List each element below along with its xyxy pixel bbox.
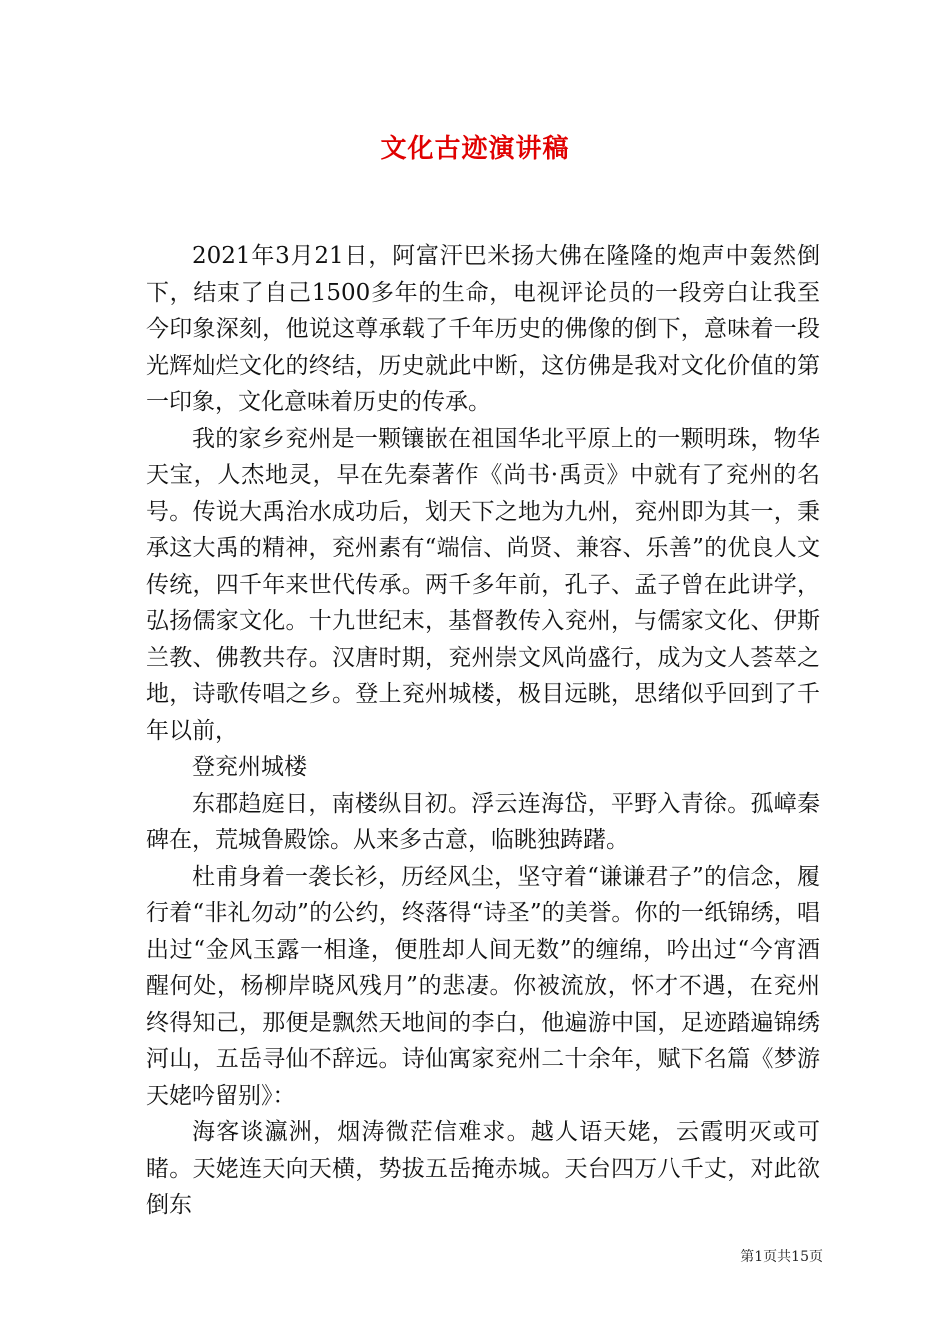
- page-title: 文化古迹演讲稿: [380, 134, 570, 164]
- poem-excerpt: 海客谈瀛洲，烟涛微茫信难求。越人语天姥，云霞明灭或可睹。天姥连天向天横，势拔五岳掩赤城。天台四万八千丈，对此欲倒东: [146, 1119, 820, 1218]
- document-body: [146, 238, 820, 1224]
- page-number: 第1页共15页: [740, 1249, 823, 1265]
- paragraph-intro: 2021年3月21日，阿富汗巴米扬大佛在隆隆的炮声中轰然倒下，结束了自己1500多年的生命，电视评论员的一段旁白让我至今印象深刻，他说这尊承载了千年历史的佛像的倒下，意味着一段光辉灿烂文化的终结，历史就此中断，这仿佛是我对文化价值的第一印象，文化意味着历史的传承。: [146, 243, 820, 415]
- paragraph-hometown: 我的家乡兖州是一颗镶嵌在祖国华北平原上的一颗明珠，物华天宝，人杰地灵，早在先秦著作《尚书·禹贡》中就有了兖州的名号。传说大禹治水成功后，划天下之地为九州，兖州即为其一，秉承这大禹的精神，兖州素有“端信、尚贤、兼容、乐善”的优良人文传统，四千年来世代传承。两千多年前，孔子、孟子曾在此讲学，弘扬儒家文化。十九世纪末，基督教传入兖州，与儒家文化、伊斯兰教、佛教共存。汉唐时期，兖州崇文风尚盛行，成为文人荟萃之地，诗歌传唱之乡。登上兖州城楼，极目远眺，思绪似乎回到了千年以前，: [146, 425, 820, 744]
- poem-body: 东郡趋庭日，南楼纵目初。浮云连海岱，平野入青徐。孤嶂秦碑在，荒城鲁殿馀。从来多古意，临眺独踌躇。: [146, 790, 820, 853]
- poem-title: 登兖州城楼: [192, 754, 307, 780]
- paragraph-du-fu: 杜甫身着一袭长衫，历经风尘，坚守着“谦谦君子”的信念，履行着“非礼勿动”的公约，终落得“诗圣”的美誉。你的一纸锦绣，唱出过“金风玉露一相逢，便胜却人间无数”的缠绵，吟出过“今宵酒醒何处，杨柳岸晓风残月”的悲凄。你被流放，怀才不遇，在兖州终得知己，那便是飘然天地间的李白，他遍游中国，足迹踏遍锦绣河山，五岳寻仙不辞远。诗仙寓家兖州二十余年，赋下名篇《梦游天姥吟留别》：: [146, 863, 820, 1109]
